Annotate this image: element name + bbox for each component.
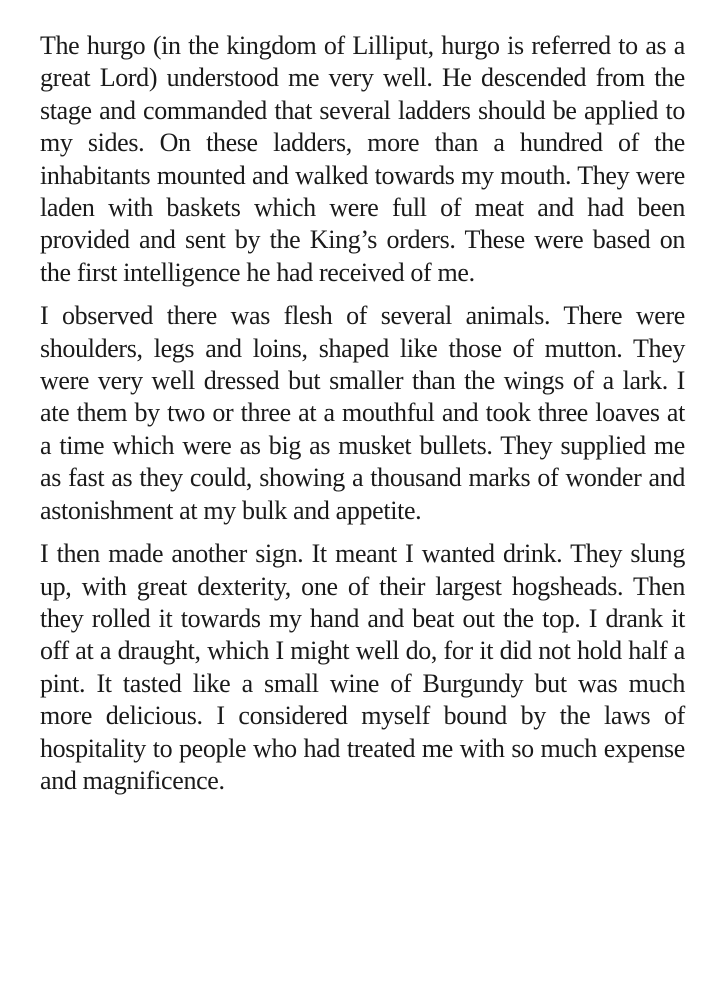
paragraph-3: I then made another sign. It meant I wanted drink. They slung up, with great dexterity, one of their largest hogsheads. Then they rolled it towards my hand and beat out the top. I drank it off at a draught, which I might well do, for it did not hold half a pint. It tasted like a small wine of Burgundy but was much more delicious. I considered myself bound by the laws of hospitality to people who had treated me with so much expense and magnificence. [40,539,685,795]
paragraph-2: I observed there was flesh of several animals. There were shoulders, legs and loins, shaped like those of mutton. They were very well dressed but smaller than the wings of a lark. I ate them by two or three at a mouthful and took three loaves at a time which were as big as musket bullets. They supplied me as fast as they could, showing a thousand marks of wonder and astonishment at my bulk and appetite. [40,301,685,525]
page-body [40,30,685,808]
paragraph-1: The hurgo (in the kingdom of Lilliput, hurgo is referred to as a great Lord) understood me very well. He descended from the stage and commanded that several ladders should be applied to my sides. On these ladders, more than a hundred of the inhabitants mounted and walked towards my mouth. They were laden with baskets which were full of meat and had been provided and sent by the King’s orders. These were based on the first intelligence he had received of me. [40,31,685,287]
